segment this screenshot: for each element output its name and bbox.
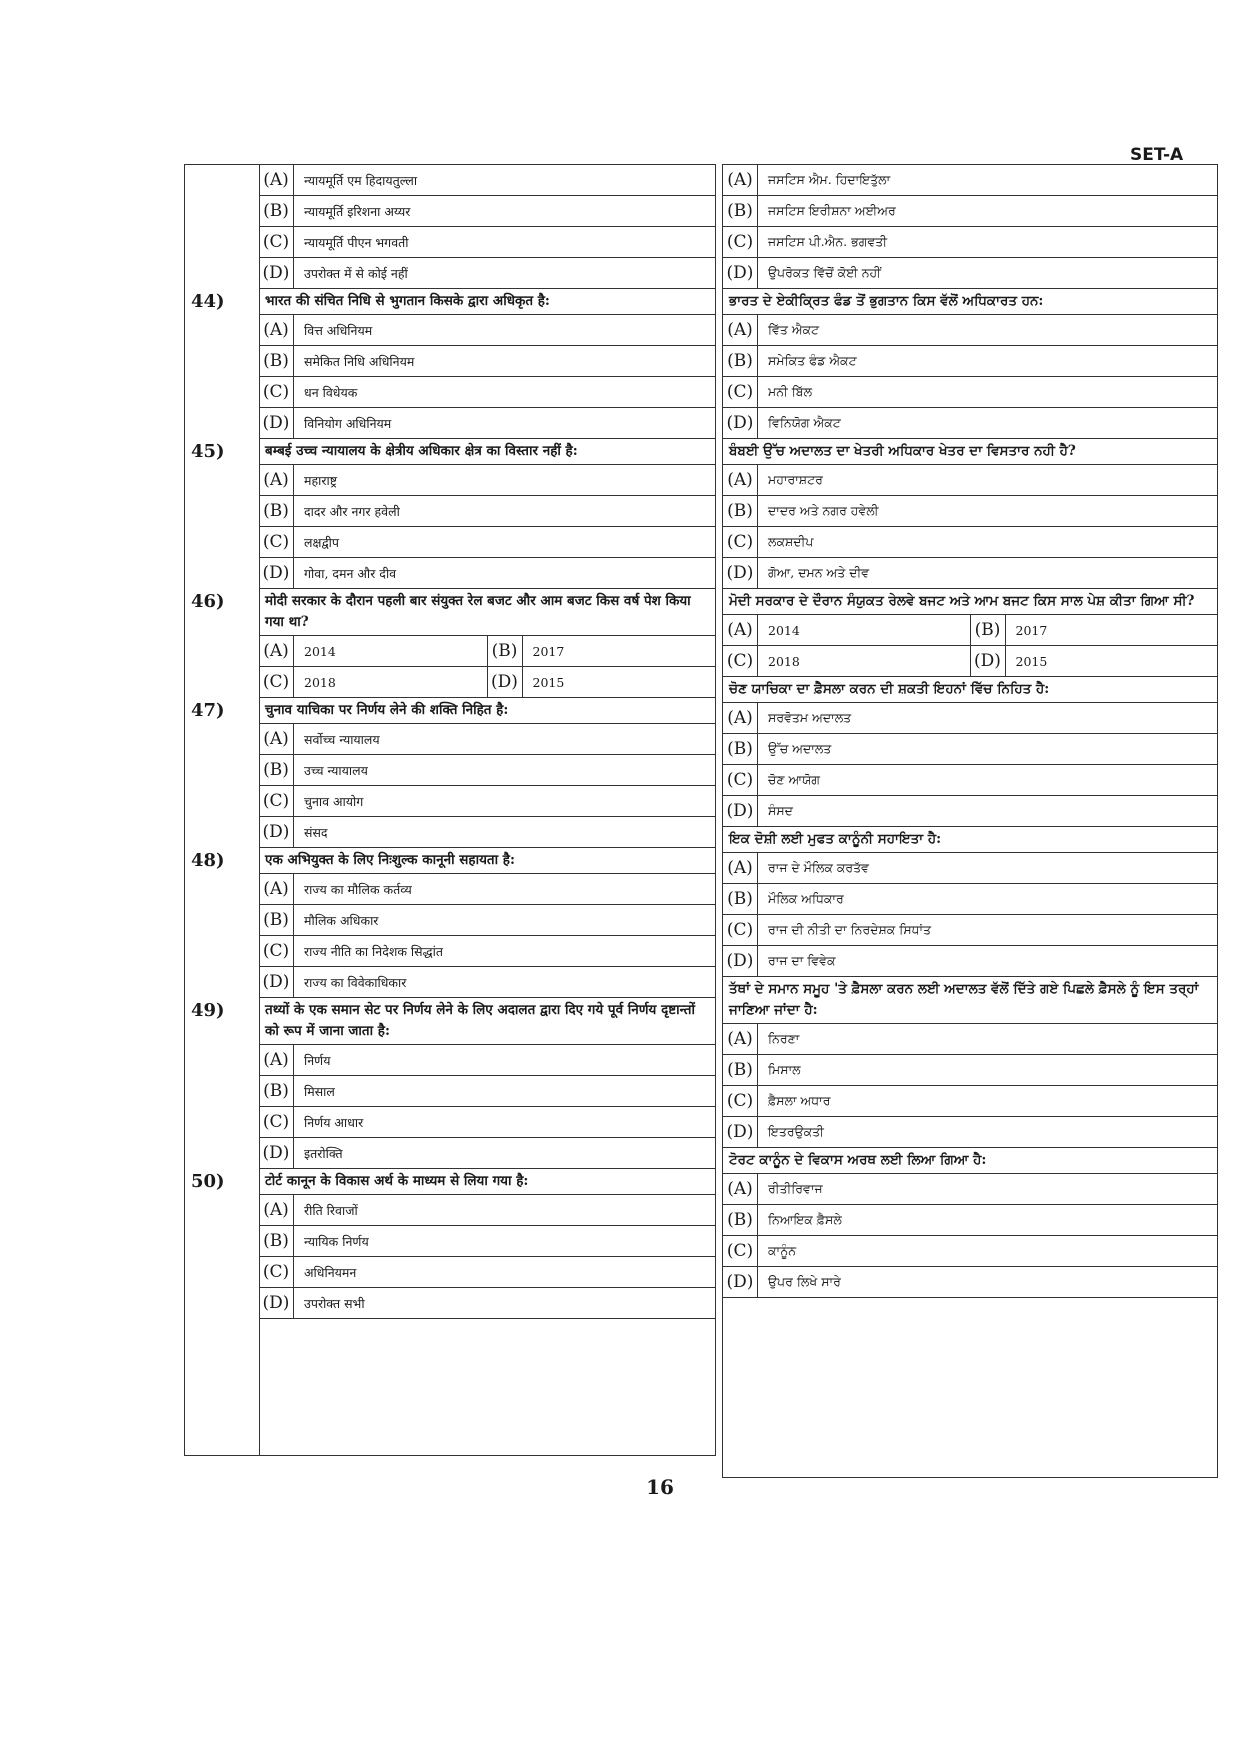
option-row: [259, 315, 715, 346]
option-row: [723, 1236, 1217, 1267]
option-text: उपरोक्त में से कोई नहीं: [304, 265, 408, 281]
option-letter: (A): [259, 165, 294, 195]
option-letter: (C): [259, 1107, 294, 1137]
question-block: [259, 165, 715, 289]
option-cell: [488, 636, 716, 666]
option-text: राज्य नीति का निदेशक सिद्धांत: [304, 943, 443, 959]
option-text: 2014: [304, 643, 336, 659]
question-stem: चुनाव याचिका पर निर्णय लेने की शक्ति निहित है:: [259, 698, 715, 724]
option-row: [259, 496, 715, 527]
option-letter: (A): [723, 1024, 758, 1054]
option-letter: (A): [259, 724, 294, 754]
question-stem: मोदी सरकार के दौरान पहली बार संयुक्त रेल बजट और आम बजट किस वर्ष पेश किया गया था?: [259, 589, 715, 636]
option-text: दादर और नगर हवेली: [304, 503, 400, 519]
question-number-column: [185, 165, 260, 1455]
option-letter: (B): [488, 636, 523, 666]
option-row: [723, 258, 1217, 289]
option-text: लक्षद्वीप: [304, 534, 339, 550]
question-stem: ਮੋਦੀ ਸਰਕਾਰ ਦੇ ਦੌਰਾਨ ਸੰਯੁਕਤ ਰੇਲਵੇ ਬਜਟ ਅਤੇ ਆਮ ਬਜਟ ਕਿਸ ਸਾਲ ਪੇਸ਼ ਕੀਤਾ ਗਿਆ ਸੀ?: [723, 589, 1217, 615]
question-stem: एक अभियुक्त के लिए निःशुल्क कानूनी सहायता है:: [259, 848, 715, 874]
option-row: [723, 946, 1217, 977]
option-text: चुनाव आयोग: [304, 793, 364, 809]
option-letter: (B): [259, 346, 294, 376]
option-text: न्यायमूर्ति एम हिदायतुल्ला: [304, 172, 418, 188]
option-row: [259, 1138, 715, 1169]
option-letter: (A): [723, 165, 758, 195]
option-text: महाराष्ट्र: [304, 472, 338, 488]
option-letter: (B): [723, 196, 758, 226]
question-stem: ਟੋਰਟ ਕਾਨੂੰਨ ਦੇ ਵਿਕਾਸ ਅਰਥ ਲਈ ਲਿਆ ਗਿਆ ਹੈ:: [723, 1148, 1217, 1174]
option-row: [259, 527, 715, 558]
option-text: न्यायमूर्ति इरिशना अय्यर: [304, 203, 411, 219]
option-row: [259, 724, 715, 755]
option-letter: (D): [259, 967, 294, 997]
option-text: ਜਸਟਿਸ ਐਮ. ਹਿਦਾਇਤੁੱਲਾ: [768, 172, 891, 187]
option-letter: (D): [259, 408, 294, 438]
option-letter: (D): [723, 408, 758, 438]
option-row: [259, 465, 715, 496]
option-letter: (D): [723, 1117, 758, 1147]
option-letter: (C): [259, 786, 294, 816]
option-row: [259, 558, 715, 589]
option-text: ਵਿਨਿਯੋਗ ਐਕਟ: [768, 415, 841, 430]
option-row: [723, 1055, 1217, 1086]
question-stem: टोर्ट कानून के विकास अर्थ के माध्यम से लिया गया है:: [259, 1169, 715, 1195]
option-letter: (D): [723, 258, 758, 288]
option-letter: (A): [723, 703, 758, 733]
question-number: 50): [191, 1171, 225, 1192]
option-text: ਲਕਸ਼ਦੀਪ: [768, 534, 814, 549]
option-row: [259, 1257, 715, 1288]
option-text: ਜਸਟਿਸ ਪੀ.ਐਨ. ਭਗਵਤੀ: [768, 234, 888, 249]
option-text: ਉਪਰੋਕਤ ਵਿੱਚੋਂ ਕੋਈ ਨਹੀਂ: [768, 265, 881, 280]
option-text: मिसाल: [304, 1083, 335, 1099]
option-letter: (C): [259, 936, 294, 966]
option-letter: (A): [259, 874, 294, 904]
option-letter: (D): [971, 646, 1006, 676]
option-row: [723, 703, 1217, 734]
option-text: 2017: [532, 643, 565, 659]
punjabi-questions: [723, 165, 1217, 1298]
option-letter: (B): [723, 496, 758, 526]
option-letter: (C): [723, 377, 758, 407]
question-block: [723, 589, 1217, 677]
question-stem: ਇਕ ਦੋਸ਼ੀ ਲਈ ਮੁਫਤ ਕਾਨੂੰਨੀ ਸਹਾਇਤਾ ਹੈ:: [723, 827, 1217, 853]
option-text: न्यायिक निर्णय: [304, 1233, 369, 1249]
option-letter: (B): [723, 346, 758, 376]
option-cell: [971, 646, 1218, 676]
option-row: [723, 527, 1217, 558]
option-row: [723, 196, 1217, 227]
option-row: [259, 817, 715, 848]
question-block: [723, 289, 1217, 439]
question-block: [723, 827, 1217, 977]
option-letter: (D): [723, 946, 758, 976]
option-row: [259, 1195, 715, 1226]
option-row: [259, 786, 715, 817]
question-stem: ਤੱਥਾਂ ਦੇ ਸਮਾਨ ਸਮੂਹ 'ਤੇ ਫ਼ੈਸਲਾ ਕਰਨ ਲਈ ਅਦਾਲਤ ਵੱਲੋਂ ਦਿੱਤੇ ਗਏ ਪਿਛਲੇ ਫ਼ੈਸਲੇ ਨੂੰ ਇਸ ਤਰ੍ਹਾਂ ਜਾਣਿਆ ਜਾਂਦਾ ਹੈ:: [723, 977, 1217, 1024]
set-label: SET-A: [1130, 145, 1184, 165]
question-block: [191, 698, 715, 848]
option-row: [723, 227, 1217, 258]
option-text: सर्वोच्च न्यायालय: [304, 731, 380, 747]
question-block: [191, 1169, 715, 1319]
question-block: [723, 977, 1217, 1148]
option-text: संसद: [304, 824, 328, 840]
question-block: [191, 848, 715, 998]
option-row: [723, 915, 1217, 946]
option-row: [259, 227, 715, 258]
option-row: [723, 1205, 1217, 1236]
option-letter: (C): [723, 1086, 758, 1116]
question-number: 45): [191, 441, 225, 462]
option-row: [259, 874, 715, 905]
option-letter: (A): [723, 615, 758, 645]
option-text: विनियोग अधिनियम: [304, 415, 392, 431]
option-text: ਉਪਰ ਲਿਖੇ ਸਾਰੇ: [768, 1274, 841, 1289]
option-row: [259, 1076, 715, 1107]
option-letter: (A): [259, 1195, 294, 1225]
option-row: [723, 884, 1217, 915]
option-letter: (D): [259, 1138, 294, 1168]
option-row: [723, 734, 1217, 765]
option-text: समेकित निधि अधिनियम: [304, 353, 415, 369]
question-block: [723, 165, 1217, 289]
option-text: गोवा, दमन और दीव: [304, 565, 397, 581]
option-letter: (A): [723, 853, 758, 883]
option-text: ਕਾਨੂੰਨ: [768, 1243, 797, 1258]
option-text: ਰਾਜ ਦੇ ਮੌਲਿਕ ਕਰਤੱਵ: [768, 860, 870, 875]
question-stem: बम्बई उच्च न्यायालय के क्षेत्रीय अधिकार क्षेत्र का विस्तार नहीं है:: [259, 439, 715, 465]
option-row: [723, 496, 1217, 527]
option-text: ਸਮੇਕਿਤ ਫੰਡ ਐਕਟ: [768, 353, 857, 368]
option-text: धन विधेयक: [304, 384, 358, 400]
hindi-panel: [184, 164, 716, 1456]
option-row: [259, 1226, 715, 1257]
option-text: ਜਸਟਿਸ ਇਰੀਸ਼ਨਾ ਅਈਅਰ: [768, 203, 896, 218]
option-letter: (A): [259, 465, 294, 495]
question-stem: भारत की संचित निधि से भुगतान किसके द्वारा अधिकृत है:: [259, 289, 715, 315]
question-block: [191, 439, 715, 589]
option-text: 2018: [304, 674, 336, 690]
question-block: [191, 289, 715, 439]
option-letter: (B): [723, 734, 758, 764]
option-row: [723, 1024, 1217, 1055]
option-row: [259, 377, 715, 408]
option-text: 2015: [1015, 653, 1048, 669]
option-row: [259, 905, 715, 936]
option-row: [723, 315, 1217, 346]
option-letter: (A): [259, 636, 294, 666]
option-letter: (B): [259, 1226, 294, 1256]
option-text: ਉੱਚ ਅਦਾਲਤ: [768, 741, 832, 756]
option-letter: (D): [723, 1267, 758, 1297]
option-row: [259, 1045, 715, 1076]
question-block: [191, 998, 715, 1169]
page-number: 16: [646, 1475, 674, 1499]
option-row: [723, 377, 1217, 408]
option-text: 2015: [532, 674, 565, 690]
option-text: 2018: [768, 653, 800, 669]
option-letter: (C): [259, 667, 294, 697]
option-cell: [259, 636, 488, 666]
option-letter: (B): [259, 1076, 294, 1106]
option-text: मौलिक अधिकार: [304, 912, 379, 928]
option-letter: (A): [259, 1045, 294, 1075]
option-letter: (D): [259, 817, 294, 847]
question-number: 48): [191, 850, 225, 871]
option-pair-row: [259, 667, 715, 698]
option-cell: [723, 615, 971, 645]
option-letter: (C): [723, 646, 758, 676]
option-cell: [259, 667, 488, 697]
option-text: रीति रिवाजों: [304, 1202, 358, 1218]
option-row: [723, 853, 1217, 884]
option-row: [723, 1267, 1217, 1298]
question-number: 46): [191, 591, 225, 612]
option-row: [259, 1107, 715, 1138]
option-row: [723, 558, 1217, 589]
option-row: [259, 408, 715, 439]
option-text: वित्त अधिनियम: [304, 322, 373, 338]
option-text: ਸਰਵੋਤਮ ਅਦਾਲਤ: [768, 710, 852, 725]
question-number: 47): [191, 700, 225, 721]
option-letter: (D): [259, 258, 294, 288]
option-letter: (B): [259, 496, 294, 526]
option-letter: (A): [259, 315, 294, 345]
option-text: ਮਨੀ ਬਿੱਲ: [768, 384, 813, 399]
option-row: [259, 755, 715, 786]
option-row: [259, 936, 715, 967]
option-letter: (D): [723, 796, 758, 826]
option-text: राज्य का विवेकाधिकार: [304, 974, 407, 990]
question-stem: ਬੰਬਈ ਉੱਚ ਅਦਾਲਤ ਦਾ ਖੇਤਰੀ ਅਧਿਕਾਰ ਖੇਤਰ ਦਾ ਵਿਸਤਾਰ ਨਹੀ ਹੈ?: [723, 439, 1217, 465]
question-block: [723, 1148, 1217, 1298]
option-pair-row: [723, 646, 1217, 677]
question-block: [191, 589, 715, 698]
option-row: [723, 408, 1217, 439]
option-letter: (C): [723, 1236, 758, 1266]
option-row: [723, 796, 1217, 827]
option-text: राज्य का मौलिक कर्तव्य: [304, 881, 412, 897]
option-text: ਮੌਲਿਕ ਅਧਿਕਾਰ: [768, 891, 844, 906]
option-text: 2014: [768, 622, 800, 638]
option-letter: (B): [971, 615, 1006, 645]
question-stem: ਚੋਣ ਯਾਚਿਕਾ ਦਾ ਫ਼ੈਸਲਾ ਕਰਨ ਦੀ ਸ਼ਕਤੀ ਇਹਨਾਂ ਵਿੱਚ ਨਿਹਿਤ ਹੈ:: [723, 677, 1217, 703]
question-block: [723, 439, 1217, 589]
option-row: [259, 346, 715, 377]
option-row: [259, 258, 715, 289]
option-row: [723, 346, 1217, 377]
option-text: ਰਾਜ ਦੀ ਨੀਤੀ ਦਾ ਨਿਰਦੇਸ਼ਕ ਸਿਧਾਂਤ: [768, 922, 932, 937]
option-letter: (C): [723, 227, 758, 257]
option-letter: (D): [723, 558, 758, 588]
option-letter: (D): [259, 1288, 294, 1318]
punjabi-panel: [722, 164, 1218, 1478]
question-block: [723, 677, 1217, 827]
hindi-questions: [191, 165, 715, 1319]
option-letter: (D): [259, 558, 294, 588]
option-letter: (B): [723, 1055, 758, 1085]
option-letter: (B): [259, 905, 294, 935]
option-text: ਦਾਦਰ ਅਤੇ ਨਗਰ ਹਵੇਲੀ: [768, 503, 879, 518]
option-letter: (D): [488, 667, 523, 697]
option-text: अधिनियमन: [304, 1264, 357, 1280]
option-row: [723, 465, 1217, 496]
option-text: न्यायमूर्ति पीएन भगवती: [304, 234, 409, 250]
option-letter: (B): [259, 196, 294, 226]
option-text: ਮਿਸਾਲ: [768, 1062, 801, 1077]
option-row: [723, 1086, 1217, 1117]
question-stem: ਭਾਰਤ ਦੇ ਏਕੀਕ੍ਰਿਤ ਫੰਡ ਤੋਂ ਭੁਗਤਾਨ ਕਿਸ ਵੱਲੋਂ ਅਧਿਕਾਰਤ ਹਨ:: [723, 289, 1217, 315]
option-text: ਇਤਰਉਕਤੀ: [768, 1124, 824, 1139]
question-stem: तथ्यों के एक समान सेट पर निर्णय लेने के लिए अदालत द्वारा दिए गये पूर्व निर्णय दृष्टान्तों को रूप में जाना जाता है:: [259, 998, 715, 1045]
question-number: 49): [191, 1000, 225, 1021]
option-row: [259, 196, 715, 227]
option-pair-row: [259, 636, 715, 667]
option-text: ਚੋਣ ਆਯੋਗ: [768, 772, 821, 787]
option-text: ਗੋਆ, ਦਮਨ ਅਤੇ ਦੀਵ: [768, 565, 870, 580]
option-letter: (C): [723, 527, 758, 557]
option-letter: (C): [723, 915, 758, 945]
option-text: उपरोक्त सभी: [304, 1295, 365, 1311]
option-letter: (C): [259, 227, 294, 257]
option-letter: (A): [723, 1174, 758, 1204]
option-cell: [488, 667, 716, 697]
option-text: ਵਿੱਤ ਐਕਟ: [768, 322, 820, 337]
option-text: ਫ਼ੈਸਲਾ ਅਧਾਰ: [768, 1093, 831, 1108]
option-letter: (B): [723, 1205, 758, 1235]
option-row: [723, 765, 1217, 796]
option-letter: (C): [259, 377, 294, 407]
question-number: 44): [191, 291, 225, 312]
option-text: उच्च न्यायालय: [304, 762, 368, 778]
option-row: [259, 165, 715, 196]
option-row: [723, 1174, 1217, 1205]
option-row: [723, 165, 1217, 196]
option-text: ਰੀਤੀਰਿਵਾਜ: [768, 1181, 823, 1196]
option-pair-row: [723, 615, 1217, 646]
option-cell: [971, 615, 1218, 645]
option-text: निर्णय: [304, 1052, 331, 1068]
option-letter: (A): [723, 315, 758, 345]
option-row: [723, 1117, 1217, 1148]
option-text: 2017: [1015, 622, 1048, 638]
option-letter: (C): [259, 1257, 294, 1287]
option-letter: (A): [723, 465, 758, 495]
option-letter: (C): [723, 765, 758, 795]
option-letter: (B): [259, 755, 294, 785]
option-text: ਨਿਰਣਾ: [768, 1031, 800, 1046]
option-text: ਮਹਾਰਾਸ਼ਟਰ: [768, 472, 823, 487]
option-text: निर्णय आधार: [304, 1114, 364, 1130]
option-text: ਸੰਸਦ: [768, 803, 793, 818]
option-text: ਰਾਜ ਦਾ ਵਿਵੇਕ: [768, 953, 836, 968]
option-letter: (B): [723, 884, 758, 914]
option-text: इतरोक्ति: [304, 1145, 343, 1161]
option-cell: [723, 646, 971, 676]
option-letter: (C): [259, 527, 294, 557]
option-text: ਨਿਆਇਕ ਫ਼ੈਸਲੇ: [768, 1212, 842, 1227]
option-row: [259, 1288, 715, 1319]
option-row: [259, 967, 715, 998]
